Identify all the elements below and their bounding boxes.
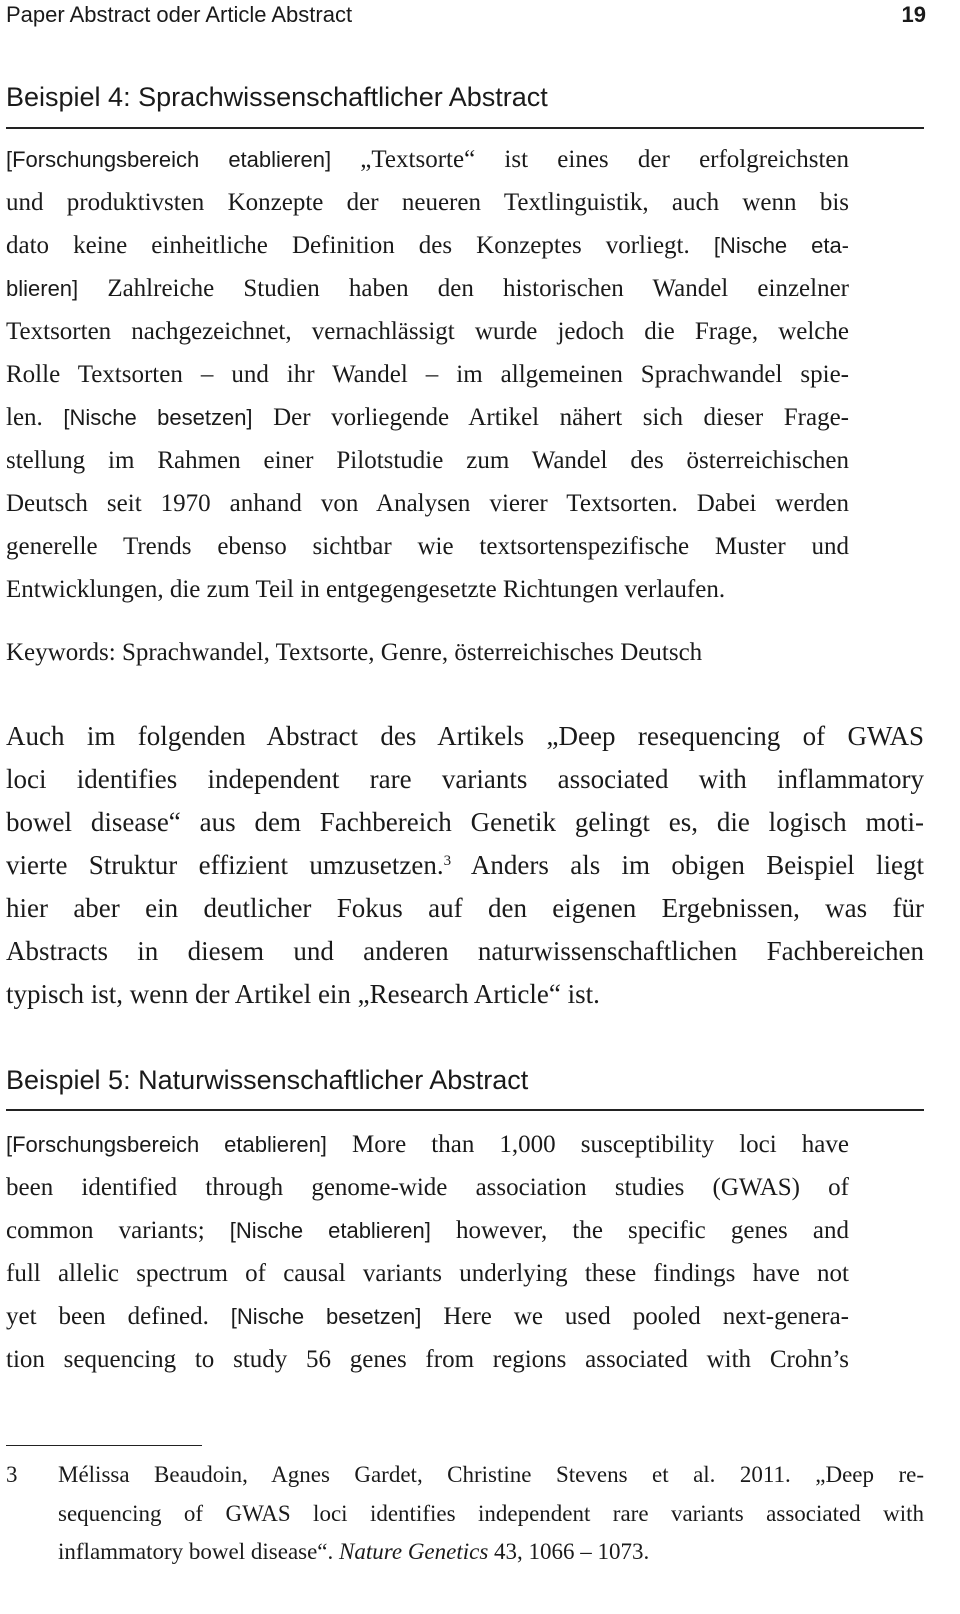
text-segment: dato keine einheitliche Definition des Konzeptes vorliegt. [6, 232, 714, 259]
text-line [6, 267, 849, 310]
text-segment: full allelic spectrum of causal variants underlying these findings have not [6, 1260, 849, 1287]
footnote-reference: 3 [443, 853, 452, 869]
example-5-abstract [6, 1123, 849, 1381]
text-line [6, 181, 849, 224]
heading-example-5: Beispiel 5: Naturwissenschaftlicher Abstract [6, 1065, 529, 1095]
text-line [6, 1252, 849, 1295]
body-paragraph [6, 715, 924, 1016]
text-line [6, 138, 849, 181]
text-segment: Here we used pooled next-genera- [421, 1303, 850, 1330]
text-segment: „Textsorte“ ist eines der erfolgreichsten [331, 146, 849, 173]
text-line [6, 353, 849, 396]
text-segment: stellung im Rahmen einer Pilotstudie zum Wandel des österreichischen [6, 447, 849, 474]
move-label: [Nische etablieren] [229, 1218, 431, 1243]
text-segment: bowel disease“ aus dem Fachbereich Genetik gelingt es, die logisch moti- [6, 807, 924, 837]
text-line [6, 715, 924, 758]
text-segment: More than 1,000 susceptibility loci have [326, 1131, 849, 1158]
text-line [6, 1295, 849, 1338]
text-segment: Abstracts in diesem und anderen naturwissenschaftlichen Fachbereichen [6, 936, 924, 966]
text-line [6, 1338, 849, 1381]
text-segment: Zahlreiche Studien haben den historischen Wandel einzelner [78, 275, 849, 302]
move-label: blieren] [6, 276, 79, 301]
text-line [6, 930, 924, 973]
text-segment: tion sequencing to study 56 genes from regions associated with Crohn’s [6, 1346, 849, 1373]
text-line [58, 1533, 924, 1572]
move-label: [Nische besetzen] [63, 405, 253, 430]
text-line [6, 568, 849, 611]
text-line [6, 887, 924, 930]
text-line [6, 482, 849, 525]
text-segment: Deutsch seit 1970 anhand von Analysen vierer Textsorten. Dabei werden [6, 490, 849, 517]
text-line [6, 396, 849, 439]
move-label: [Forschungsbereich etablieren] [6, 147, 332, 172]
text-segment: Textsorten nachgezeichnet, vernachlässigt wurde jedoch die Frage, welche [6, 318, 849, 345]
text-line [6, 525, 849, 568]
text-segment: yet been defined. [6, 1303, 231, 1330]
text-segment: loci identifies independent rare variants associated with inflammatory [6, 764, 924, 794]
page-number: 19 [901, 2, 926, 27]
move-label: [Nische eta- [713, 233, 849, 258]
text-segment: Mélissa Beaudoin, Agnes Gardet, Christine Stevens et al. 2011. „Deep re- [58, 1462, 924, 1487]
text-line [6, 1166, 849, 1209]
move-label: [Forschungsbereich etablieren] [6, 1132, 327, 1157]
text-line [6, 1209, 849, 1252]
text-line [6, 224, 849, 267]
running-title: Paper Abstract oder Article Abstract [6, 2, 353, 27]
text-segment: common variants; [6, 1217, 230, 1244]
footnote-number: 3 [6, 1462, 18, 1487]
text-segment: Anders als im obigen Beispiel liegt [451, 850, 924, 880]
heading-rule [6, 127, 924, 129]
text-segment: hier aber ein deutlicher Fokus auf den eigenen Ergebnissen, was für [6, 893, 924, 923]
text-segment: Entwicklungen, die zum Teil in entgegengesetzte Richtungen verlaufen. [6, 576, 726, 603]
move-label: [Nische besetzen] [230, 1304, 422, 1329]
text-segment: generelle Trends ebenso sichtbar wie textsortenspezifische Muster und [6, 533, 849, 560]
text-line [58, 1456, 924, 1495]
text-segment: Auch im folgenden Abstract des Artikels „Deep resequencing of GWAS [6, 721, 924, 751]
text-line [6, 758, 924, 801]
footnote-text [58, 1456, 924, 1572]
text-segment: Der vorliegende Artikel nähert sich dieser Frage- [252, 404, 850, 431]
text-segment: sequencing of GWAS loci identifies independent rare variants associated with [58, 1500, 924, 1526]
text-segment: Rolle Textsorten – und ihr Wandel – im allgemeinen Sprachwandel spie- [6, 361, 849, 388]
keywords: Keywords: Sprachwandel, Textsorte, Genre, österreichisches Deutsch [6, 639, 703, 666]
text-segment: 43, 1066 – 1073. [488, 1539, 650, 1564]
text-segment: len. [6, 404, 64, 431]
text-segment: however, the specific genes and [430, 1217, 849, 1244]
text-segment: vierte Struktur effizient umzusetzen. [6, 850, 444, 880]
footnote-rule [6, 1445, 202, 1446]
text-line [6, 973, 924, 1016]
text-segment: und produktivsten Konzepte der neueren Textlinguistik, auch wenn bis [6, 189, 849, 216]
heading-example-4: Beispiel 4: Sprachwissenschaftlicher Abstract [6, 82, 548, 112]
journal-title: Nature Genetics [339, 1539, 489, 1564]
heading-rule [6, 1109, 924, 1111]
text-line [6, 801, 924, 844]
text-line [6, 844, 924, 887]
text-line [6, 310, 849, 353]
text-line [58, 1495, 924, 1534]
text-line [6, 439, 849, 482]
text-line [6, 1123, 849, 1166]
example-4-abstract [6, 138, 849, 611]
text-segment: been identified through genome-wide association studies (GWAS) of [6, 1174, 849, 1201]
text-segment: inflammatory bowel disease“. [58, 1539, 340, 1564]
text-segment: typisch ist, wenn der Artikel ein „Research Article“ ist. [6, 979, 600, 1009]
